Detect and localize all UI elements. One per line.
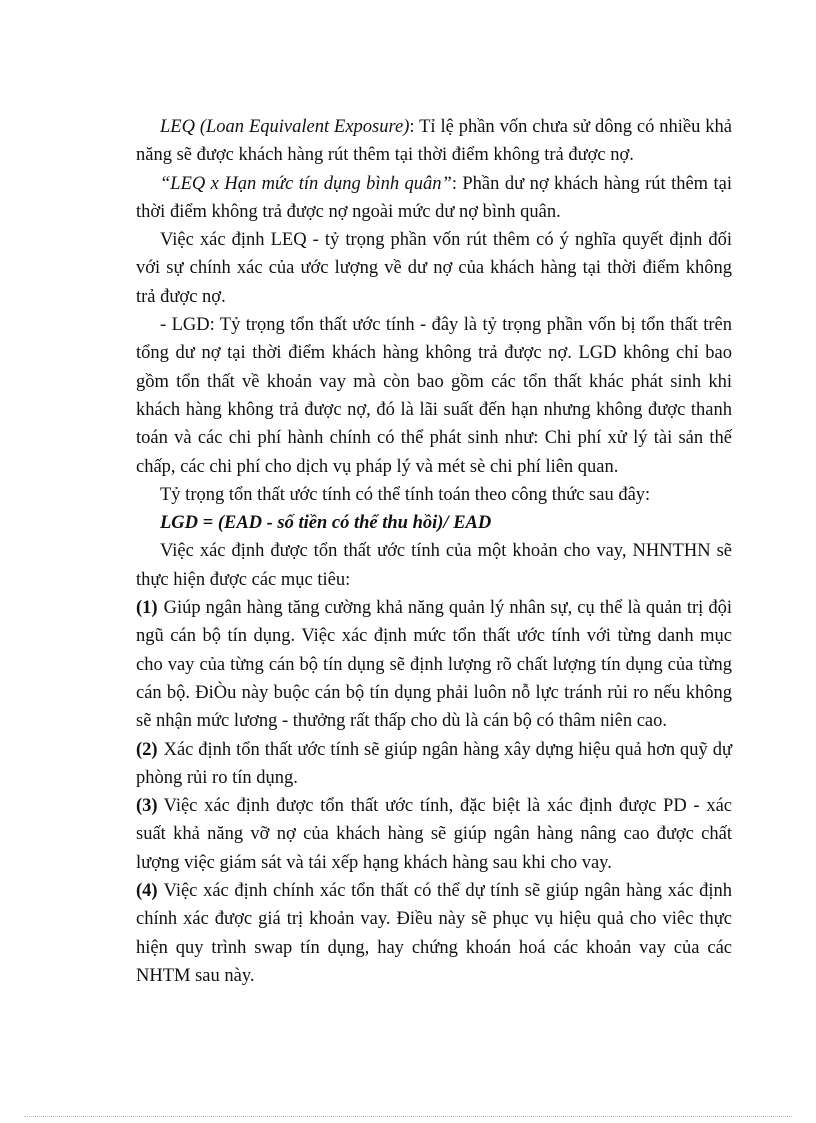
document-page (136, 113, 732, 990)
objectives-intro: Việc xác định được tổn thất ước tính của một khoản cho vay, NHNTHN sẽ thực hiện được các mục tiêu: (136, 541, 732, 590)
footer-divider (24, 1116, 792, 1117)
lgd-formula: LGD = (EAD - số tiền có thể thu hồi)/ EAD (160, 513, 492, 534)
objective-item (136, 736, 732, 793)
objective-item (136, 792, 732, 877)
objective-text: Việc xác định được tổn thất ước tính, đặc biệt là xác định được PD - xác suất khả năng vỡ nợ của khách hàng sẽ giúp ngân hàng nâng cao được chất lượng việc giám sát và tái xếp hạng khách hàng sau khi cho vay. (136, 796, 732, 873)
objective-item (136, 594, 732, 735)
leqx-paragraph (136, 170, 732, 227)
objective-text: Giúp ngân hàng tăng cường khả năng quản lý nhân sự, cụ thể là quản trị đội ngũ cán bộ tín dụng. Việc xác định mức tổn thất ước tính với từng danh mục cho vay của từng cán bộ tín dụng sẽ định lượng rõ chất lượng tín dụng của từng cán bộ. ĐiÒu này buộc cán bộ tín dụng phải luôn nỗ lực tránh rủi ro nếu không sẽ nhận mức lương - thưởng rất thấp cho dù là cán bộ có thâm niên cao. (136, 598, 732, 732)
objective-text: Xác định tổn thất ước tính sẽ giúp ngân hàng xây dựng hiệu quả hơn quỹ dự phòng rủi ro tín dụng. (136, 739, 732, 788)
leq-paragraph (136, 113, 732, 170)
objective-number: (3) (136, 796, 158, 817)
leq-importance-paragraph: Việc xác định LEQ - tỷ trọng phần vốn rút thêm có ý nghĩa quyết định đối với sự chính xác của ước lượng về dư nợ của khách hàng tại thời điểm không trả được nợ. (136, 230, 732, 307)
objective-number: (2) (136, 739, 158, 760)
leq-term: LEQ (Loan Equivalent Exposure) (160, 117, 410, 137)
objective-number: (1) (136, 598, 158, 619)
lgd-definition-paragraph: - LGD: Tỷ trọng tổn thất ước tính - đây là tỷ trọng phần vốn bị tổn thất trên tổng dư nợ tại thời điểm khách hàng không trả được nợ. LGD không chỉ bao gồm tổn thất về khoản vay mà còn bao gồm các tổn thất khác phát sinh khi khách hàng không trả được nợ, đó là lãi suất đến hạn nhưng không được thanh toán và các chi phí hành chính có thể phát sinh như: Chi phí xử lý tài sản thế chấp, các chi phí cho dịch vụ pháp lý và mét sè chi phí liên quan. (136, 315, 732, 477)
objective-item (136, 877, 732, 990)
objective-text: Việc xác định chính xác tổn thất có thể dự tính sẽ giúp ngân hàng xác định chính xác được giá trị khoản vay. Điều này sẽ phục vụ hiệu quả cho viêc thực hiện quy trình swap tín dụng, hay chứng khoán hoá các khoản vay của các NHTM sau này. (136, 881, 732, 986)
formula-intro: Tỷ trọng tổn thất ước tính có thể tính toán theo công thức sau đây: (160, 484, 651, 505)
leqx-definition: : Phần dư nợ khách hàng rút thêm tại thời điểm không trả được nợ ngoài mức dư nợ bình quân. (136, 173, 732, 222)
objective-number: (4) (136, 881, 158, 902)
leqx-term: “LEQ x Hạn mức tín dụng bình quân” (160, 173, 452, 194)
leq-definition: : Tỉ lệ phần vốn chưa sử dông có nhiều khả năng sẽ được khách hàng rút thêm tại thời điểm không trả được nợ. (136, 117, 732, 166)
